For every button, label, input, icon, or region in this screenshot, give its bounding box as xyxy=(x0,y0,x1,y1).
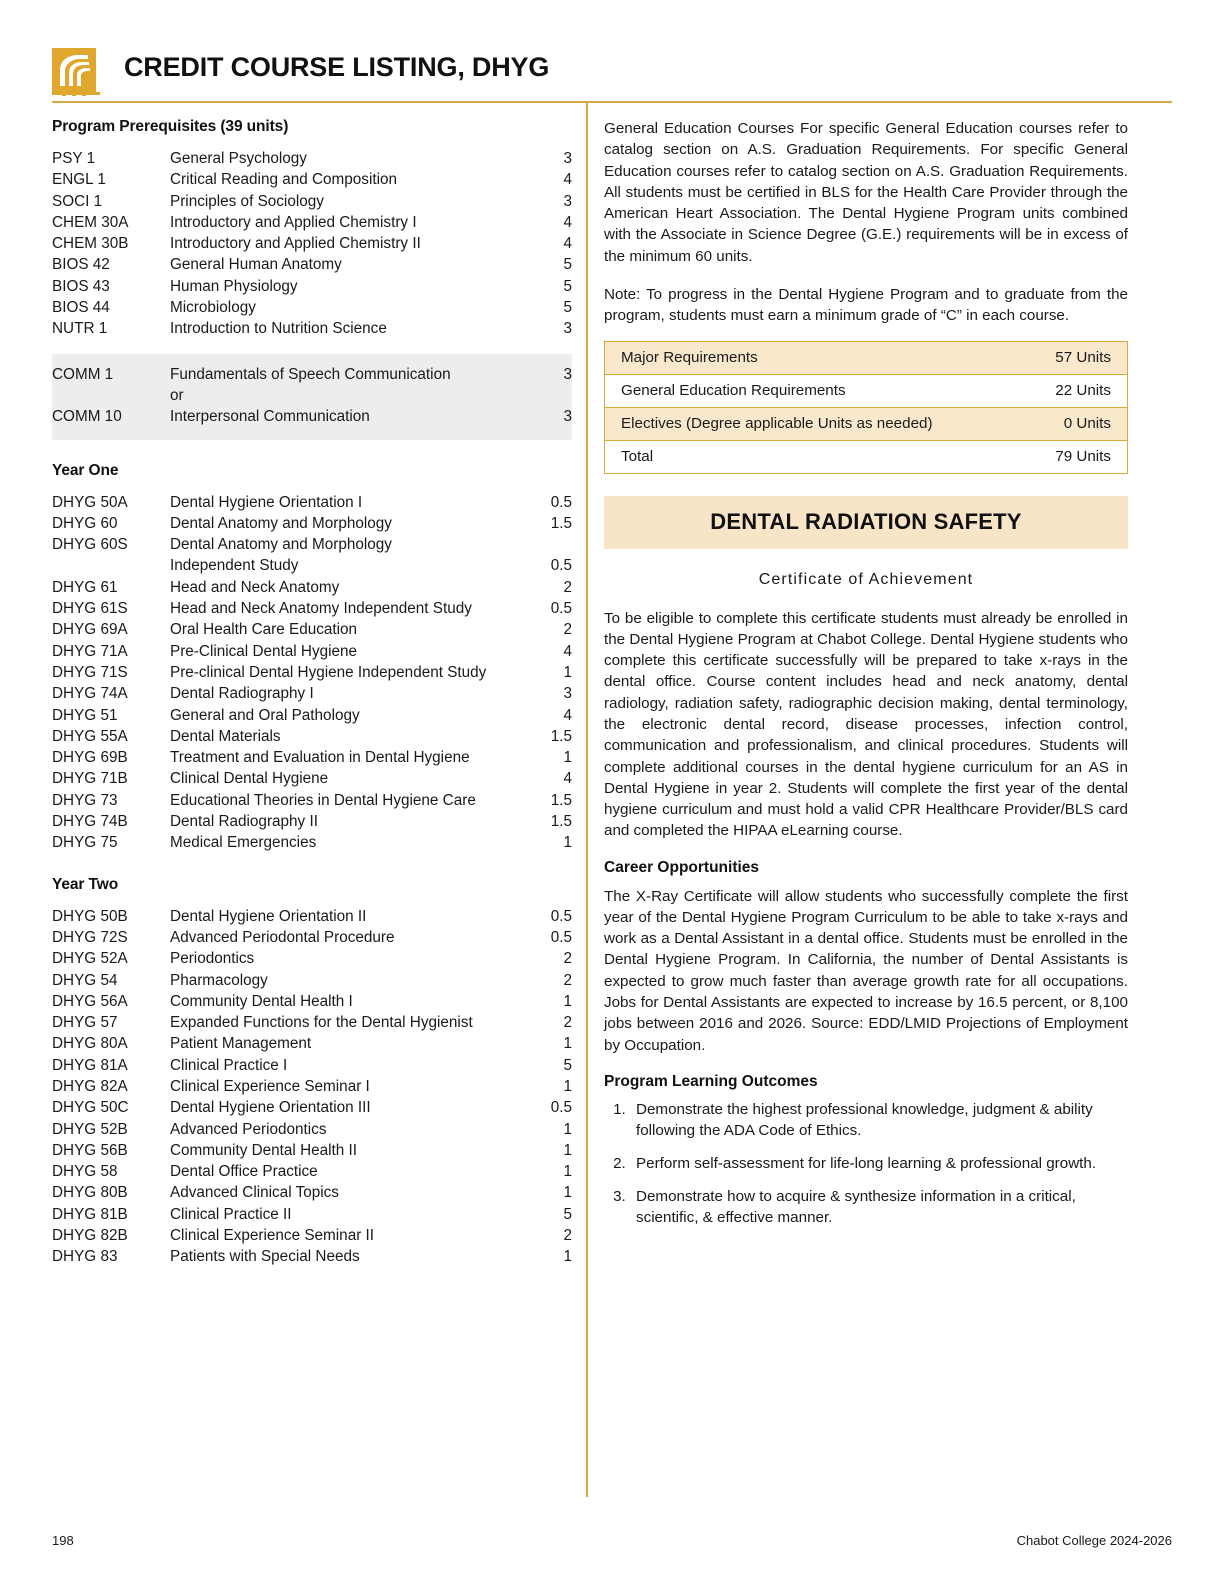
course-units: 2 xyxy=(563,950,572,968)
course-code: COMM 1 xyxy=(52,365,114,383)
course-title: Advanced Periodontics xyxy=(170,1120,327,1138)
course-units: 1 xyxy=(563,1120,572,1138)
course-title: Dental Hygiene Orientation III xyxy=(170,1099,371,1117)
table-row xyxy=(52,832,572,853)
course-title: Educational Theories in Dental Hygiene Care xyxy=(170,791,476,809)
table-row xyxy=(52,790,572,811)
table-row xyxy=(52,1119,572,1140)
table-row xyxy=(52,662,572,683)
course-code: DHYG 69A xyxy=(52,621,128,639)
footer-catalog-label: Chabot College 2024-2026 xyxy=(1016,1533,1172,1548)
table-row xyxy=(52,297,572,318)
table-row xyxy=(605,374,1128,407)
course-code: DHYG 82B xyxy=(52,1227,128,1245)
course-units: 0.5 xyxy=(550,907,572,925)
course-title: Clinical Practice I xyxy=(170,1056,288,1074)
table-row xyxy=(52,555,572,576)
table-row xyxy=(52,406,572,427)
communication-options-table xyxy=(52,364,572,428)
course-title: Dental Anatomy and Morphology xyxy=(170,536,392,554)
table-row xyxy=(52,1033,572,1054)
table-row xyxy=(52,948,572,969)
course-units: 4 xyxy=(563,706,572,724)
units-row-value: 22 Units xyxy=(1055,382,1111,400)
table-row xyxy=(605,341,1128,374)
course-units: 1 xyxy=(563,834,572,852)
course-title: Advanced Clinical Topics xyxy=(170,1184,339,1202)
course-title: Introductory and Applied Chemistry I xyxy=(170,213,417,231)
course-units: 0.5 xyxy=(550,1099,572,1117)
course-code: BIOS 44 xyxy=(52,299,110,317)
table-row xyxy=(52,1055,572,1076)
course-title: Head and Neck Anatomy Independent Study xyxy=(170,600,472,618)
course-title: Principles of Sociology xyxy=(170,192,324,210)
course-code: PSY 1 xyxy=(52,150,96,167)
course-units: 1.5 xyxy=(550,791,572,809)
empty-cell xyxy=(52,385,170,406)
course-code: DHYG 73 xyxy=(52,791,118,809)
course-units: 1 xyxy=(563,1077,572,1095)
course-code: CHEM 30A xyxy=(52,213,129,231)
course-units: 1 xyxy=(563,992,572,1010)
table-row xyxy=(52,577,572,598)
year-two-heading: Year Two xyxy=(52,875,119,893)
table-row xyxy=(52,148,572,169)
minimum-grade-note-paragraph: Note: To progress in the Dental Hygiene Program and to graduate from the program, students must earn a minimum grade of “C” in each course. xyxy=(604,285,1128,325)
course-code: BIOS 42 xyxy=(52,256,110,274)
table-row xyxy=(52,768,572,789)
course-code: DHYG 56A xyxy=(52,992,128,1010)
course-title: General Human Anatomy xyxy=(170,256,342,274)
course-units: 1.5 xyxy=(550,727,572,745)
course-units: 3 xyxy=(563,408,572,426)
course-title: Clinical Experience Seminar II xyxy=(170,1227,375,1245)
course-units: 0.5 xyxy=(550,557,572,575)
course-units: 1 xyxy=(563,1035,572,1053)
course-title: Expanded Functions for the Dental Hygienist xyxy=(170,1014,473,1032)
career-opportunities-paragraph: The X-Ray Certificate will allow students who successfully complete the first year of the Dental Hygiene Program Curriculum to be able to take x-rays and work as a Dental Assistant in a dental office. Students must be enrolled in the Dental Hygiene Program. In California, the number of Dental Assistants is expected to grow much faster than average growth rate for all occupations. Jobs for Dental Assistants are expected to increase by 16.5 percent, or 8,100 jobs between 2016 and 2026. Source: EDD/LMID Projections of Employment by Occupation. xyxy=(604,887,1128,1054)
course-units: 0.5 xyxy=(550,600,572,618)
course-units: 1 xyxy=(563,1163,572,1181)
table-row xyxy=(52,927,572,948)
column-divider-rule xyxy=(586,102,588,1497)
course-code: DHYG 83 xyxy=(52,1248,118,1266)
table-row xyxy=(52,970,572,991)
empty-cell xyxy=(530,385,572,406)
table-row xyxy=(52,641,572,662)
course-code: ENGL 1 xyxy=(52,171,106,189)
table-row xyxy=(52,1182,572,1203)
course-title: Pharmacology xyxy=(170,971,268,989)
course-code: DHYG 74B xyxy=(52,813,128,831)
course-title: Community Dental Health I xyxy=(170,992,353,1010)
table-row xyxy=(52,191,572,212)
units-row-value: 79 Units xyxy=(1055,448,1111,466)
course-code: DHYG 75 xyxy=(52,834,118,852)
course-code: DHYG 52A xyxy=(52,950,128,968)
units-row-label: General Education Requirements xyxy=(621,382,846,400)
course-title: Dental Hygiene Orientation II xyxy=(170,907,367,925)
course-code: DHYG 61 xyxy=(52,578,118,596)
course-code: DHYG 82A xyxy=(52,1077,128,1095)
program-banner-title: DENTAL RADIATION SAFETY xyxy=(710,508,1022,534)
course-code: DHYG 60S xyxy=(52,536,128,554)
course-title: Clinical Experience Seminar I xyxy=(170,1077,370,1095)
list-item: 2. Perform self-assessment for life-long learning & professional growth. xyxy=(630,1154,1128,1175)
units-row-value: 0 Units xyxy=(1063,415,1111,433)
course-code: DHYG 58 xyxy=(52,1163,118,1181)
table-row xyxy=(52,233,572,254)
course-title: Pre-clinical Dental Hygiene Independent Study xyxy=(170,663,487,681)
or-separator-label: or xyxy=(170,386,184,404)
course-units: 1 xyxy=(563,663,572,681)
course-title: Introductory and Applied Chemistry II xyxy=(170,235,421,253)
year-one-course-table xyxy=(52,492,572,854)
table-row xyxy=(52,385,572,406)
course-code: DHYG 80A xyxy=(52,1035,128,1053)
course-title: General and Oral Pathology xyxy=(170,706,360,724)
course-code: DHYG 81B xyxy=(52,1205,128,1223)
course-units: 1 xyxy=(563,749,572,767)
list-item: 3. Demonstrate how to acquire & synthesize information in a critical, scientific, & effective manner. xyxy=(630,1187,1128,1229)
course-code: COMM 10 xyxy=(52,408,122,426)
course-units: 5 xyxy=(563,299,572,317)
course-units: 1.5 xyxy=(550,813,572,831)
course-code: CHEM 30B xyxy=(52,235,129,253)
table-row xyxy=(52,705,572,726)
course-units: 5 xyxy=(563,256,572,274)
table-row xyxy=(52,1012,572,1033)
course-code: DHYG 60 xyxy=(52,514,118,532)
course-title: Introduction to Nutrition Science xyxy=(170,320,387,338)
certificate-description-paragraph: To be eligible to complete this certificate students must already be enrolled in the Dental Hygiene Program at Chabot College. Dental Hygiene students who complete this certificate successfully will be prepared to take x-rays in the dental office. Course content includes head and neck anatomy, dental radiology, radiation safety, radiographic decision making, dental terminology, the electronic dental record, disease processes, infection control, communication and professionalism, and clinical procedures. Students will complete additional courses in the dental hygiene curriculum for an AS in Dental Hygiene in year 2. Students will complete the first year of the dental hygiene curriculum and must hold a valid CPR Healthcare Provider/BLS card and completed the HIPAA eLearning course. xyxy=(604,609,1128,840)
course-title: Periodontics xyxy=(170,950,255,968)
course-units: 2 xyxy=(563,1014,572,1032)
program-learning-outcomes-list xyxy=(604,1100,1128,1229)
course-code: DHYG 80B xyxy=(52,1184,128,1202)
table-row xyxy=(52,169,572,190)
course-units: 3 xyxy=(563,150,572,167)
degree-units-summary-table xyxy=(604,341,1128,474)
table-row xyxy=(52,1140,572,1161)
table-row xyxy=(52,726,572,747)
course-code: DHYG 57 xyxy=(52,1014,118,1032)
course-code: DHYG 50A xyxy=(52,493,128,511)
course-units: 3 xyxy=(563,365,572,383)
course-units: 5 xyxy=(563,1056,572,1074)
footer-page-number: 198 xyxy=(52,1533,74,1548)
course-units: 2 xyxy=(563,971,572,989)
course-title: Patients with Special Needs xyxy=(170,1248,360,1266)
page-title: CREDIT COURSE LISTING, DHYG xyxy=(124,52,550,82)
course-units: 2 xyxy=(563,578,572,596)
table-row xyxy=(52,364,572,385)
course-code: BIOS 43 xyxy=(52,277,110,295)
table-row xyxy=(52,276,572,297)
units-row-label: Total xyxy=(621,448,654,466)
course-title: Critical Reading and Composition xyxy=(170,171,398,189)
general-education-paragraph: General Education Courses For specific General Education courses refer to catalog section on A.S. Graduation Requirements. For specific General Education courses refer to catalog section on A.S. Graduation Requirements. All students must be certified in BLS for the Health Care Provider through the American Heart Association. The Dental Hygiene Program units combined with the Associate in Science Degree (G.E.) requirements will be in excess of the minimum 60 units. xyxy=(604,120,1128,265)
course-units: 2 xyxy=(563,1227,572,1245)
units-row-label: Major Requirements xyxy=(621,349,758,367)
units-row-label: Electives (Degree applicable Units as needed) xyxy=(621,415,933,433)
prerequisites-course-table xyxy=(52,148,572,340)
course-code: DHYG 55A xyxy=(52,727,128,745)
course-code: DHYG 71A xyxy=(52,642,128,660)
table-row xyxy=(52,254,572,275)
course-title: Fundamentals of Speech Communication xyxy=(170,365,451,383)
course-title: Advanced Periodontal Procedure xyxy=(170,928,395,946)
course-title: Medical Emergencies xyxy=(170,834,317,852)
course-code: DHYG 71B xyxy=(52,770,128,788)
table-row xyxy=(52,991,572,1012)
right-column xyxy=(604,118,1128,1229)
course-units: 3 xyxy=(563,192,572,210)
course-title: Head and Neck Anatomy xyxy=(170,578,340,596)
units-row-value: 57 Units xyxy=(1055,349,1111,367)
table-row xyxy=(52,1161,572,1182)
table-row xyxy=(605,440,1128,473)
course-units: 1.5 xyxy=(550,514,572,532)
table-row xyxy=(52,598,572,619)
table-row xyxy=(52,513,572,534)
program-learning-outcomes-heading: Program Learning Outcomes xyxy=(604,1072,818,1090)
table-row xyxy=(52,212,572,233)
course-title: Dental Hygiene Orientation I xyxy=(170,493,363,511)
course-units: 4 xyxy=(563,213,572,231)
table-row xyxy=(52,1097,572,1118)
table-row xyxy=(52,683,572,704)
table-row xyxy=(52,1246,572,1267)
table-row xyxy=(605,407,1128,440)
table-row xyxy=(52,906,572,927)
course-units: 0.5 xyxy=(550,493,572,511)
course-units: 5 xyxy=(563,1205,572,1223)
chabot-college-building-logo-icon xyxy=(52,48,100,100)
course-units: 5 xyxy=(563,277,572,295)
course-title: Clinical Dental Hygiene xyxy=(170,770,329,788)
course-code: NUTR 1 xyxy=(52,320,108,338)
table-row xyxy=(52,1225,572,1246)
table-row xyxy=(52,747,572,768)
course-code: DHYG 61S xyxy=(52,600,128,618)
course-units: 1 xyxy=(563,1141,572,1159)
course-title: Dental Radiography I xyxy=(170,685,314,703)
year-two-course-table xyxy=(52,906,572,1268)
table-row xyxy=(52,811,572,832)
list-item: 1. Demonstrate the highest professional knowledge, judgment & ability following the ADA Code of Ethics. xyxy=(630,1100,1128,1142)
course-title: Dental Office Practice xyxy=(170,1163,318,1181)
course-title: Pre-Clinical Dental Hygiene xyxy=(170,642,358,660)
course-code: DHYG 50C xyxy=(52,1099,129,1117)
course-code: DHYG 81A xyxy=(52,1056,128,1074)
course-code: DHYG 71S xyxy=(52,663,128,681)
header-divider-rule xyxy=(52,101,1172,103)
table-row xyxy=(52,318,572,339)
table-row xyxy=(52,534,572,555)
course-title: Dental Radiography II xyxy=(170,813,318,831)
course-title: Treatment and Evaluation in Dental Hygiene xyxy=(170,749,470,767)
course-title: Community Dental Health II xyxy=(170,1141,358,1159)
certificate-subtitle: Certificate of Achievement xyxy=(758,570,974,588)
course-units: 0.5 xyxy=(550,928,572,946)
course-units: 1 xyxy=(563,1184,572,1202)
course-units: 3 xyxy=(563,320,572,338)
course-code: DHYG 69B xyxy=(52,749,128,767)
course-title: Clinical Practice II xyxy=(170,1205,292,1223)
course-code: DHYG 51 xyxy=(52,706,118,724)
course-title: Oral Health Care Education xyxy=(170,621,358,639)
left-column xyxy=(52,118,572,1268)
course-units: 4 xyxy=(563,171,572,189)
course-title-continuation: Independent Study xyxy=(170,557,299,575)
course-units: 3 xyxy=(563,685,572,703)
course-units: 4 xyxy=(563,235,572,253)
course-units xyxy=(530,534,572,555)
page-header xyxy=(52,44,1172,106)
course-title: Human Physiology xyxy=(170,277,298,295)
table-row xyxy=(52,619,572,640)
communication-alternative-block xyxy=(52,354,572,440)
course-code: DHYG 50B xyxy=(52,907,128,925)
course-code: DHYG 72S xyxy=(52,928,128,946)
year-one-heading: Year One xyxy=(52,461,119,479)
table-row xyxy=(52,492,572,513)
course-code: DHYG 52B xyxy=(52,1120,128,1138)
course-units: 4 xyxy=(563,642,572,660)
course-title: Microbiology xyxy=(170,299,256,317)
course-code: DHYG 54 xyxy=(52,971,118,989)
course-units: 2 xyxy=(563,621,572,639)
course-title: General Psychology xyxy=(170,150,307,167)
course-units: 1 xyxy=(563,1248,572,1266)
course-title: Dental Materials xyxy=(170,727,281,745)
program-banner xyxy=(604,496,1128,549)
course-title: Dental Anatomy and Morphology xyxy=(170,514,392,532)
course-units: 4 xyxy=(563,770,572,788)
career-opportunities-heading: Career Opportunities xyxy=(604,858,760,876)
course-code: DHYG 74A xyxy=(52,685,128,703)
course-title: Patient Management xyxy=(170,1035,312,1053)
program-prerequisites-heading: Program Prerequisites (39 units) xyxy=(52,118,289,135)
course-title: Interpersonal Communication xyxy=(170,408,370,426)
course-code: DHYG 56B xyxy=(52,1141,128,1159)
course-code xyxy=(52,555,170,576)
course-code: SOCI 1 xyxy=(52,192,103,210)
table-row xyxy=(52,1076,572,1097)
table-row xyxy=(52,1204,572,1225)
